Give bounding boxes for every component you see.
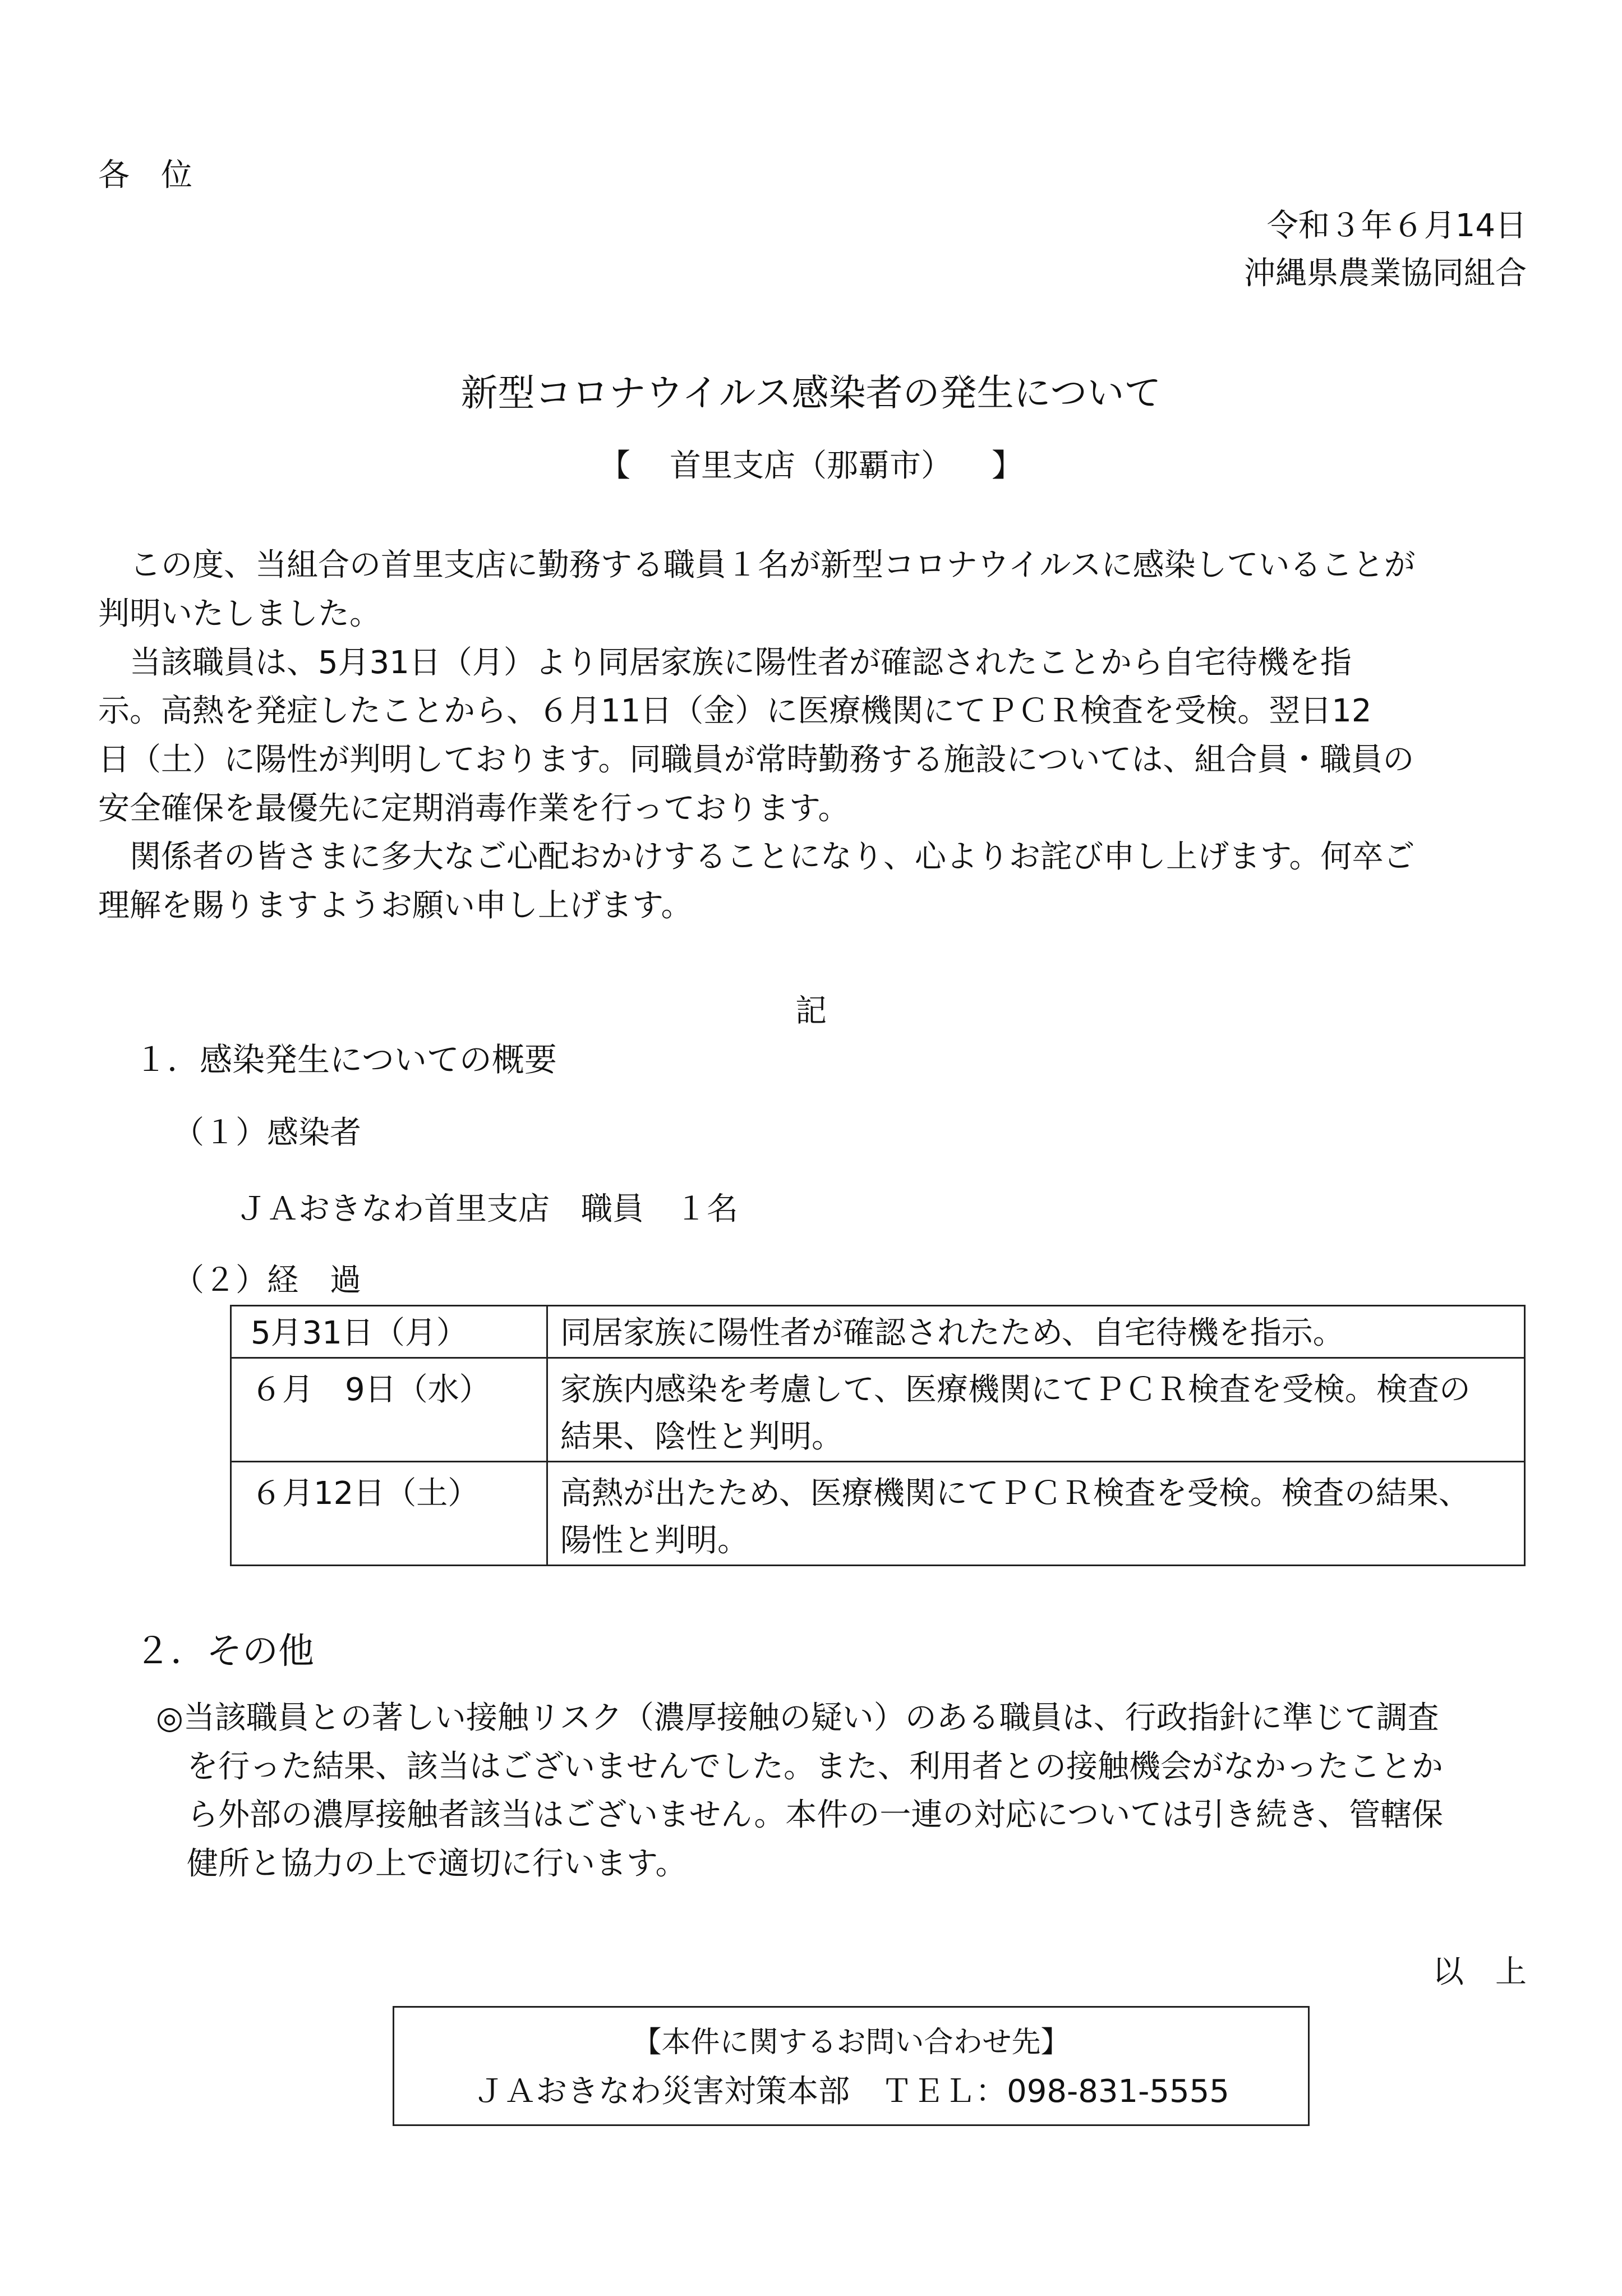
- timeline-event-line: 家族内感染を考慮して、医療機関にてＰＣＲ検査を受検。検査の: [560, 1372, 1471, 1408]
- contact-title: 【本件に関するお問い合わせ先】: [632, 2026, 1070, 2059]
- contact-box: [393, 2006, 1310, 2126]
- section1-heading: １．感染発生についての概要: [135, 1041, 557, 1079]
- timeline-event-line: 高熱が出たため、医療機関にてＰＣＲ検査を受検。検査の結果、: [560, 1475, 1470, 1512]
- timeline-event: [547, 1358, 1525, 1462]
- table-row: [231, 1358, 1525, 1462]
- intro-line: 当該職員は、5月31日（月）より同居家族に陽性者が確認されたことから自宅待機を指: [98, 645, 1352, 681]
- document-date: 令和３年６月14日: [1266, 208, 1527, 244]
- infected-label: （１）感染者: [173, 1115, 361, 1151]
- section2-line: ◎当該職員との著しい接触リスク（濃厚接触の疑い）のある職員は、行政指針に準じて調査: [156, 1700, 1439, 1736]
- timeline-date: ６月 9日（水）: [231, 1358, 547, 1462]
- intro-line: 示。高熱を発症したことから、６月11日（金）に医療機関にてＰＣＲ検査を受検。翌日12: [98, 693, 1372, 729]
- intro-line: この度、当組合の首里支店に勤務する職員１名が新型コロナウイルスに感染していることが: [98, 547, 1416, 583]
- timeline-event: [547, 1306, 1525, 1358]
- timeline-date: 5月31日（月）: [231, 1306, 547, 1358]
- document-title: 新型コロナウイルス感染者の発生について: [460, 371, 1162, 415]
- contact-phone: ＪＡおきなわ災害対策本部 ＴＥＬ：098-831-5555: [473, 2073, 1229, 2110]
- timeline-event: [547, 1462, 1525, 1566]
- organization-name: 沖縄県農業協同組合: [1244, 255, 1527, 292]
- timeline-event-line: 結果、陰性と判明。: [560, 1419, 843, 1455]
- section2-line: を行った結果、該当はございませんでした。また、利用者との接触機会がなかったことか: [187, 1749, 1443, 1785]
- intro-line: 関係者の皆さまに多大なご心配おかけすることになり、心よりお詫び申し上げます。何卒ご: [98, 839, 1415, 875]
- closing-mark: 以 上: [1432, 1954, 1527, 1990]
- timeline-event-line: 陽性と判明。: [560, 1522, 749, 1559]
- infected-detail: ＪＡおきなわ首里支店 職員 １名: [236, 1191, 738, 1227]
- addressee: 各 位: [98, 157, 192, 194]
- intro-line: 判明いたしました。: [98, 596, 381, 632]
- timeline-date: ６月12日（土）: [231, 1462, 547, 1566]
- bracket-open: 【: [599, 448, 630, 484]
- timeline-event-line: 同居家族に陽性者が確認されたため、自宅待機を指示。: [560, 1315, 1344, 1351]
- intro-line: 日（土）に陽性が判明しております。同職員が常時勤務する施設については、組合員・職員の: [98, 742, 1414, 778]
- timeline-table: [230, 1305, 1526, 1566]
- intro-line: 理解を賜りますようお願い申し上げます。: [98, 887, 693, 924]
- branch-label: [0, 450, 1622, 482]
- intro-line: 安全確保を最優先に定期消毒作業を行っております。: [98, 790, 850, 827]
- table-row: [231, 1306, 1525, 1358]
- bracket-close: 】: [992, 448, 1023, 484]
- section2-line: ら外部の濃厚接触者該当はございません。本件の一連の対応については引き続き、管轄保: [187, 1797, 1443, 1833]
- section2-line: 健所と協力の上で適切に行います。: [187, 1846, 687, 1882]
- timeline-label: （２）経 過: [173, 1262, 361, 1299]
- ki-marker: 記: [795, 993, 827, 1029]
- section2-heading: ２．その他: [135, 1631, 314, 1672]
- table-row: [231, 1462, 1525, 1566]
- branch-name: 首里支店（那覇市）: [670, 448, 952, 484]
